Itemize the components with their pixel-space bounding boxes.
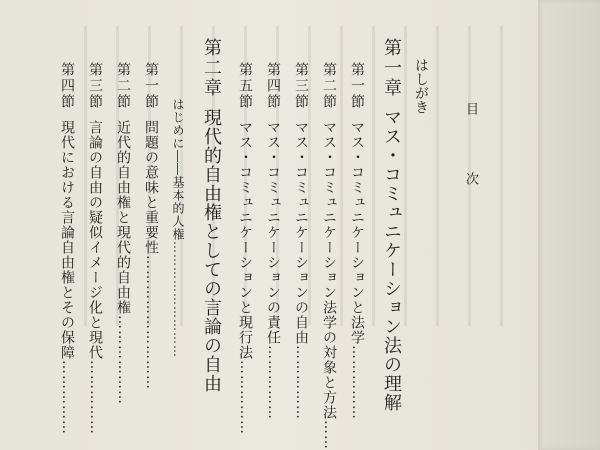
leader-dots: ……………………… [171, 241, 185, 358]
toc-heading [464, 102, 477, 207]
toc-section-2-4[interactable] [60, 62, 74, 435]
section-number: 第二節 [321, 62, 337, 110]
section-title: マス・コミュニケーションの責任 [265, 120, 281, 345]
leader-dots: …………… [237, 360, 253, 435]
section-number: 第五節 [237, 62, 253, 110]
toc-section-2-3[interactable] [88, 62, 102, 435]
chapter-2-title: 現代的自由権としての言論の自由 [201, 108, 222, 393]
preface-title: はしがき [413, 58, 429, 114]
section-title: 現代における言論自由権とその保障 [59, 120, 75, 360]
section-number: 第四節 [265, 62, 281, 110]
toc-section-1-1[interactable] [350, 62, 364, 420]
leader-dots: …………… [87, 360, 103, 435]
section-title: 近代的自由権と現代的自由権 [115, 120, 131, 315]
leader-dots: ……………… [115, 315, 131, 405]
leader-dots: …………… [349, 345, 365, 420]
toc-chapter-2[interactable] [202, 38, 220, 393]
toc-heading-text: 目 次 [463, 102, 478, 207]
leader-dots: …………… [265, 345, 281, 420]
section-number: 第四節 [59, 62, 75, 110]
toc-section-1-5[interactable] [238, 62, 252, 435]
section-title: 問題の意味と重要性 [143, 120, 159, 255]
toc-entry-preface[interactable] [414, 58, 428, 114]
toc-chapter-1[interactable] [382, 38, 400, 412]
toc-entry-intro[interactable] [172, 98, 184, 358]
section-title: マス・コミュニケーションと現行法 [237, 120, 253, 360]
chapter-1-number: 第一章 [381, 38, 402, 98]
toc-section-1-3[interactable] [294, 62, 308, 420]
toc-section-1-4[interactable] [266, 62, 280, 420]
section-title: マス・コミュニケーションの自由 [293, 120, 309, 345]
section-title: 言論の自由の疑似イメージ化と現代 [87, 120, 103, 360]
leader-dots: …………… [59, 360, 75, 435]
section-number: 第二節 [115, 62, 131, 110]
section-title: マス・コミュニケーションと法学 [349, 120, 365, 345]
leader-dots: …… [321, 420, 337, 450]
section-title: マス・コミュニケーション法学の対象と方法 [321, 120, 337, 420]
section-number: 第一節 [143, 62, 159, 110]
section-number: 第三節 [87, 62, 103, 110]
toc-section-2-2[interactable] [116, 62, 130, 405]
toc-section-2-1[interactable] [144, 62, 158, 390]
chapter-2-number: 第二章 [201, 38, 222, 98]
page-edge [538, 0, 600, 450]
intro-title: はじめに――基本的人権 [171, 98, 185, 241]
section-number: 第三節 [293, 62, 309, 110]
leader-dots: ……………………… [143, 255, 159, 390]
section-number: 第一節 [349, 62, 365, 110]
toc-section-1-2[interactable] [322, 62, 336, 450]
leader-dots: …………… [293, 345, 309, 420]
chapter-1-title: マス・コミュニケーション法の理解 [381, 108, 402, 412]
